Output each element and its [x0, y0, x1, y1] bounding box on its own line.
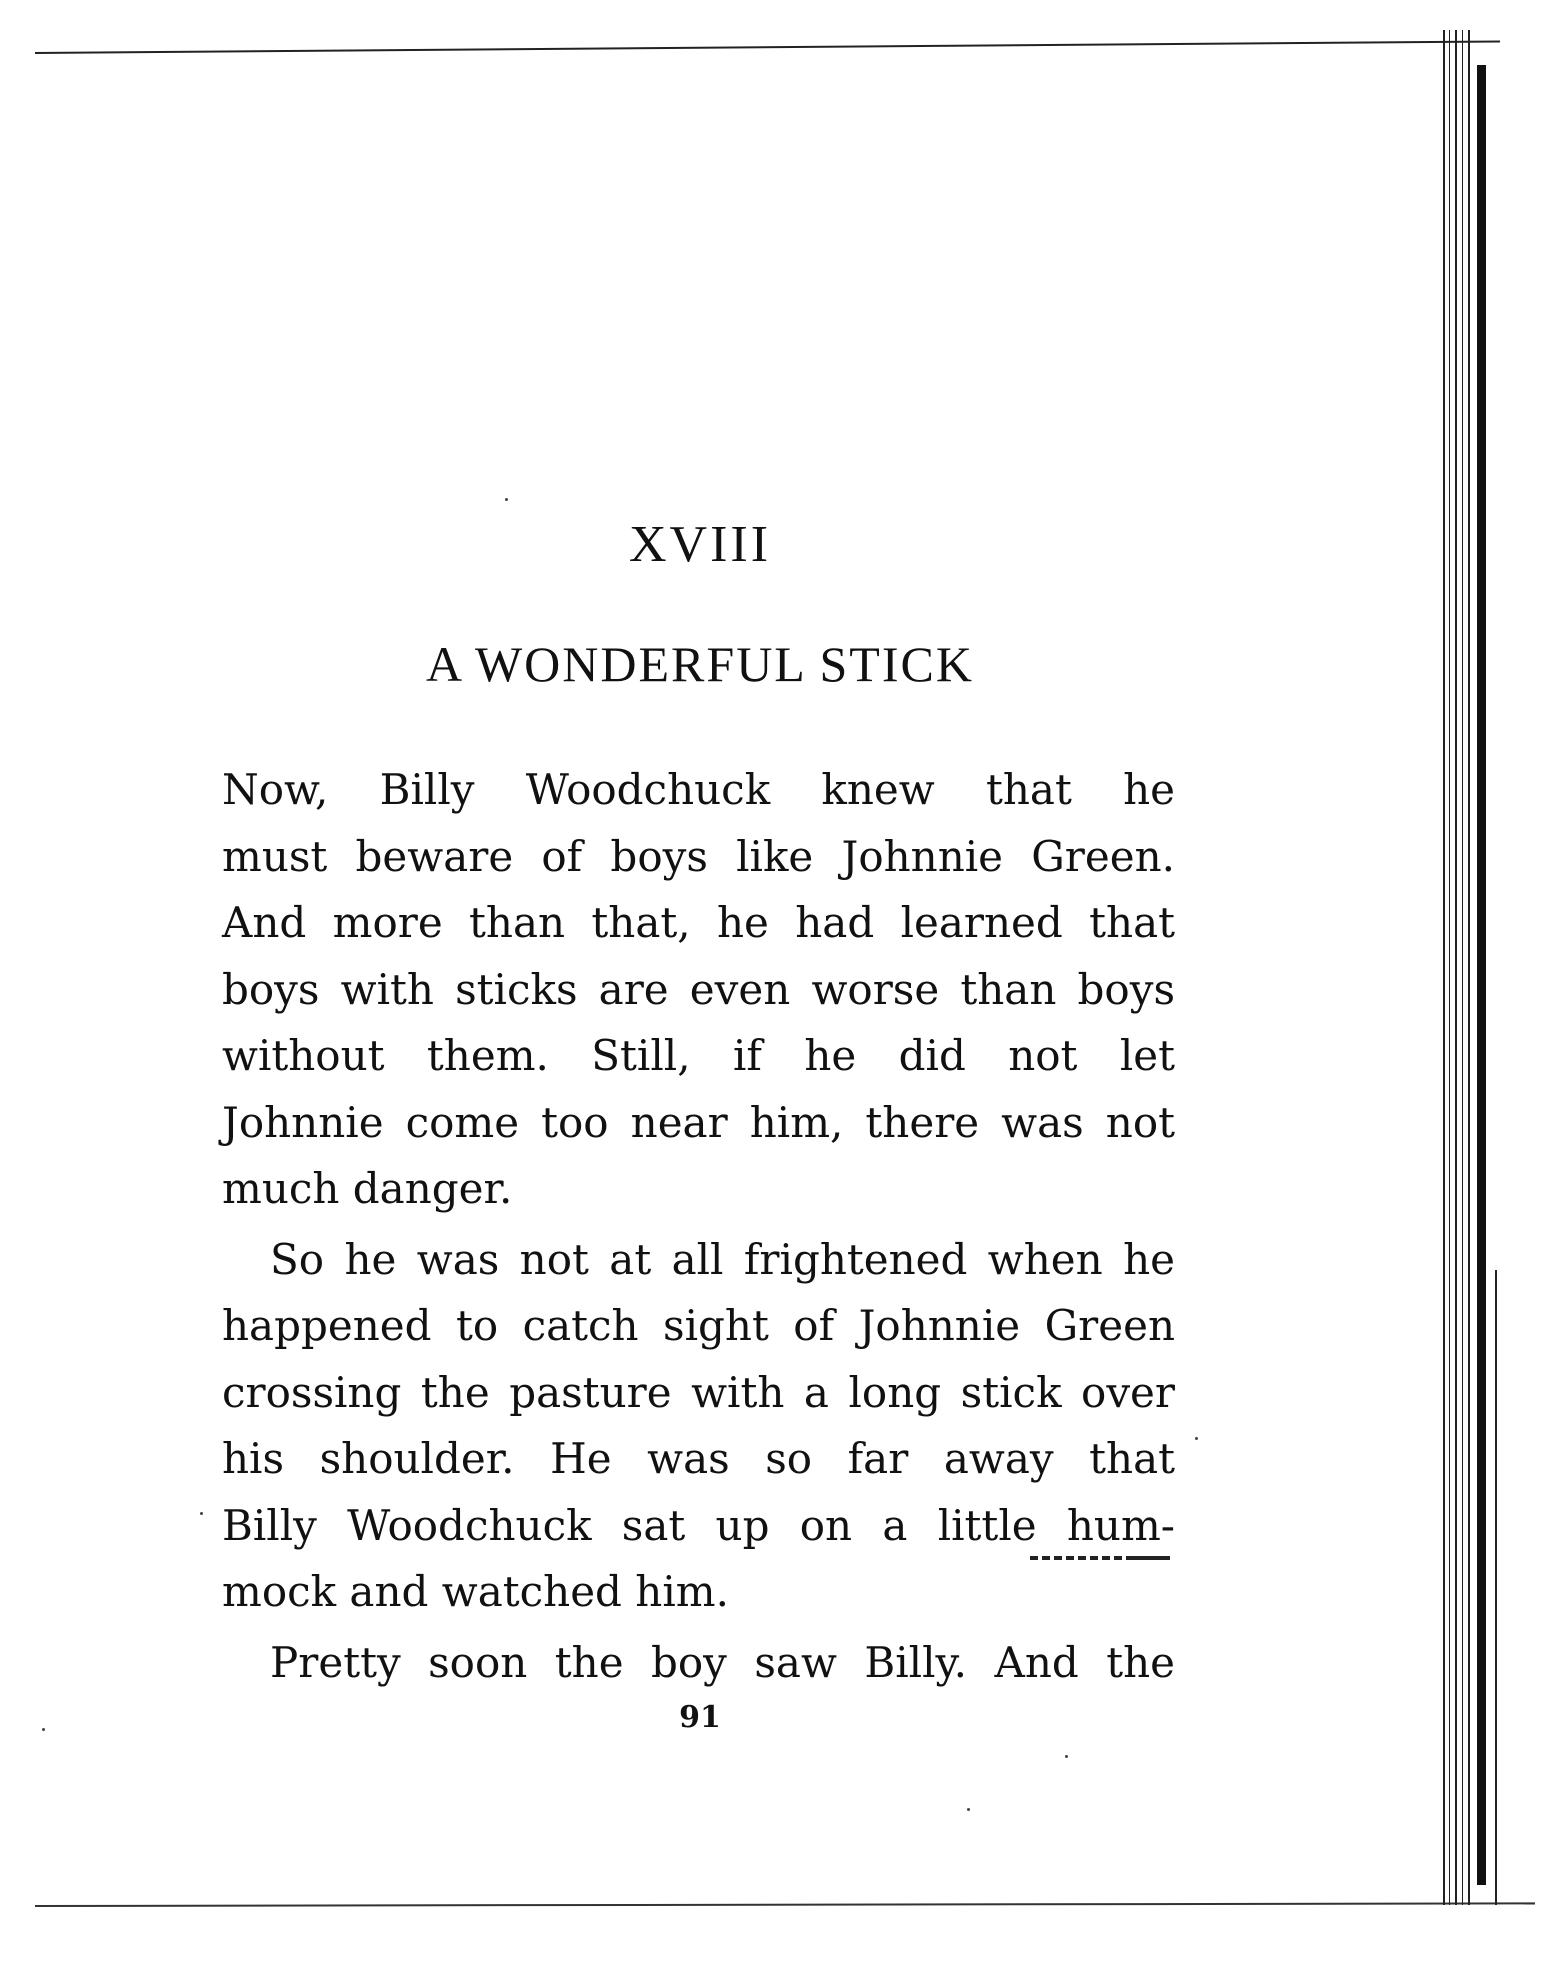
paragraph — [222, 1227, 1175, 1626]
text-line: Billy Woodchuck sat up on a little hum- — [222, 1500, 1175, 1550]
chapter-number: XVIII — [628, 516, 772, 573]
text-line: Johnnie come too near him, there was not — [222, 1097, 1175, 1147]
text-line: happened to catch sight of Johnnie Green — [222, 1301, 1175, 1350]
paragraph — [222, 757, 1175, 1223]
chapter-title: A WONDERFUL STICK — [426, 636, 974, 692]
scan-speck — [967, 1808, 970, 1811]
text-line: must beware of boys like Johnnie Green. — [222, 831, 1175, 881]
scan-speck — [1195, 1437, 1198, 1440]
paragraph — [222, 1630, 1175, 1697]
text-line: his shoulder. He was so far away that — [222, 1434, 1175, 1483]
text-line: boys with sticks are even worse than boys — [222, 964, 1175, 1014]
top-rule — [35, 40, 1500, 54]
page-number: 91 — [679, 1700, 721, 1735]
scan-speck — [505, 498, 508, 501]
text-line: So he was not at all frightened when he — [270, 1234, 1175, 1284]
book-spine-edge — [1435, 30, 1530, 1905]
text-line: without them. Still, if he did not let — [222, 1031, 1175, 1080]
scan-speck — [1065, 1755, 1068, 1758]
text-line: crossing the pasture with a long stick over — [222, 1367, 1175, 1417]
scan-speck — [42, 1728, 45, 1731]
bottom-rule — [35, 1902, 1535, 1907]
text-line: And more than that, he had learned that — [222, 898, 1175, 947]
text-line: much danger. — [222, 1164, 513, 1213]
scan-speck — [200, 1512, 203, 1515]
text-line: Now, Billy Woodchuck knew that he — [222, 765, 1175, 814]
text-line: Pretty soon the boy saw Billy. And the — [270, 1637, 1175, 1687]
hyphen-dash-mark — [1030, 1556, 1170, 1560]
text-line: mock and watched him. — [222, 1567, 729, 1616]
